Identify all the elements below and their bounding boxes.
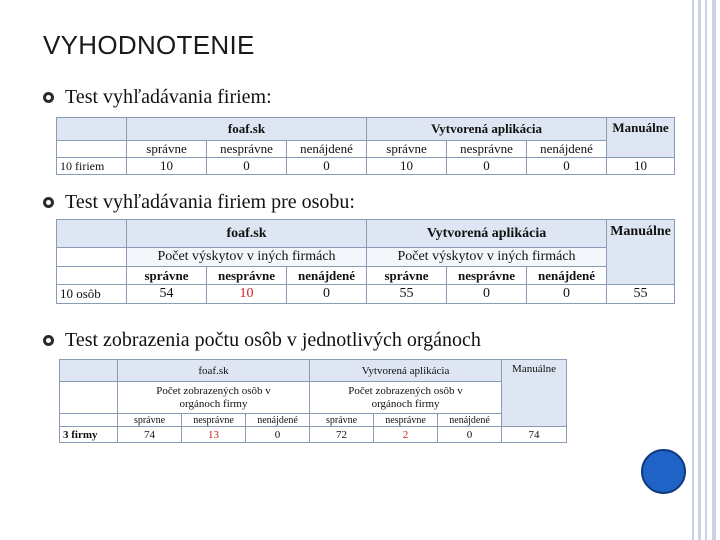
subheader-foaf: Počet zobrazených osôb v orgánoch firmy [118, 382, 310, 414]
bullet-item [43, 191, 355, 214]
empty-cell [57, 267, 127, 285]
value-cell: 55 [607, 285, 675, 304]
blue-circle-decoration [641, 449, 686, 494]
value-cell: 10 [367, 158, 447, 175]
column-header: nenájdené [438, 414, 502, 427]
subheader-foaf: Počet výskytov v iných firmách [127, 248, 367, 267]
bullet-icon [43, 92, 54, 103]
bullet-text: Test vyhľadávania firiem pre osobu: [65, 191, 355, 213]
column-header: nenájdené [287, 267, 367, 285]
empty-cell [60, 382, 118, 414]
value-cell: 13 [182, 427, 246, 443]
group-header-app: Vytvorená aplikácia [310, 360, 502, 382]
row-label: 10 osôb [57, 285, 127, 304]
value-cell: 0 [527, 285, 607, 304]
value-cell: 0 [447, 285, 527, 304]
value-cell: 74 [502, 427, 567, 443]
column-header: správne [310, 414, 374, 427]
value-cell: 10 [127, 158, 207, 175]
value-cell: 0 [246, 427, 310, 443]
empty-cell [60, 414, 118, 427]
column-header: správne [118, 414, 182, 427]
column-header: nenájdené [246, 414, 310, 427]
group-header-app: Vytvorená aplikácia [367, 118, 607, 141]
column-header: správne [367, 267, 447, 285]
bullet-item [43, 329, 481, 352]
value-cell: 0 [287, 285, 367, 304]
subheader-app: Počet zobrazených osôb v orgánoch firmy [310, 382, 502, 414]
group-header-foaf: foaf.sk [127, 220, 367, 248]
column-header: nenájdené [527, 141, 607, 158]
group-header-foaf: foaf.sk [118, 360, 310, 382]
empty-corner-cell [57, 220, 127, 248]
group-header-foaf: foaf.sk [127, 118, 367, 141]
decorative-right-stripes [690, 0, 720, 540]
bullet-icon [43, 197, 54, 208]
value-cell: 10 [607, 158, 675, 175]
bullet-item [43, 86, 272, 109]
group-header-manual: Manuálne [502, 360, 567, 427]
empty-cell [57, 141, 127, 158]
column-header: nesprávne [447, 141, 527, 158]
column-header: nesprávne [207, 141, 287, 158]
value-cell: 0 [287, 158, 367, 175]
empty-cell [57, 248, 127, 267]
row-label: 3 firmy [60, 427, 118, 443]
value-cell: 54 [127, 285, 207, 304]
value-cell: 55 [367, 285, 447, 304]
results-table-persons [56, 219, 675, 304]
group-header-manual: Manuálne [607, 118, 675, 158]
empty-corner-cell [60, 360, 118, 382]
row-label: 10 firiem [57, 158, 127, 175]
column-header: správne [127, 267, 207, 285]
column-header: správne [367, 141, 447, 158]
column-header: nesprávne [182, 414, 246, 427]
value-cell: 0 [438, 427, 502, 443]
bullet-text: Test zobrazenia počtu osôb v jednotlivých orgánoch [65, 329, 481, 351]
column-header: nesprávne [447, 267, 527, 285]
value-cell: 0 [447, 158, 527, 175]
column-header: nesprávne [207, 267, 287, 285]
column-header: správne [127, 141, 207, 158]
group-header-app: Vytvorená aplikácia [367, 220, 607, 248]
group-header-manual: Manuálne [607, 220, 675, 285]
value-cell: 10 [207, 285, 287, 304]
value-cell: 2 [374, 427, 438, 443]
results-table-firms [56, 117, 675, 175]
value-cell: 72 [310, 427, 374, 443]
column-header: nenájdené [287, 141, 367, 158]
column-header: nesprávne [374, 414, 438, 427]
bullet-text: Test vyhľadávania firiem: [65, 86, 272, 108]
subheader-app: Počet výskytov v iných firmách [367, 248, 607, 267]
value-cell: 0 [207, 158, 287, 175]
slide-title: VYHODNOTENIE [43, 30, 255, 60]
results-table-organs [59, 359, 567, 443]
empty-corner-cell [57, 118, 127, 141]
value-cell: 74 [118, 427, 182, 443]
bullet-icon [43, 335, 54, 346]
column-header: nenájdené [527, 267, 607, 285]
value-cell: 0 [527, 158, 607, 175]
